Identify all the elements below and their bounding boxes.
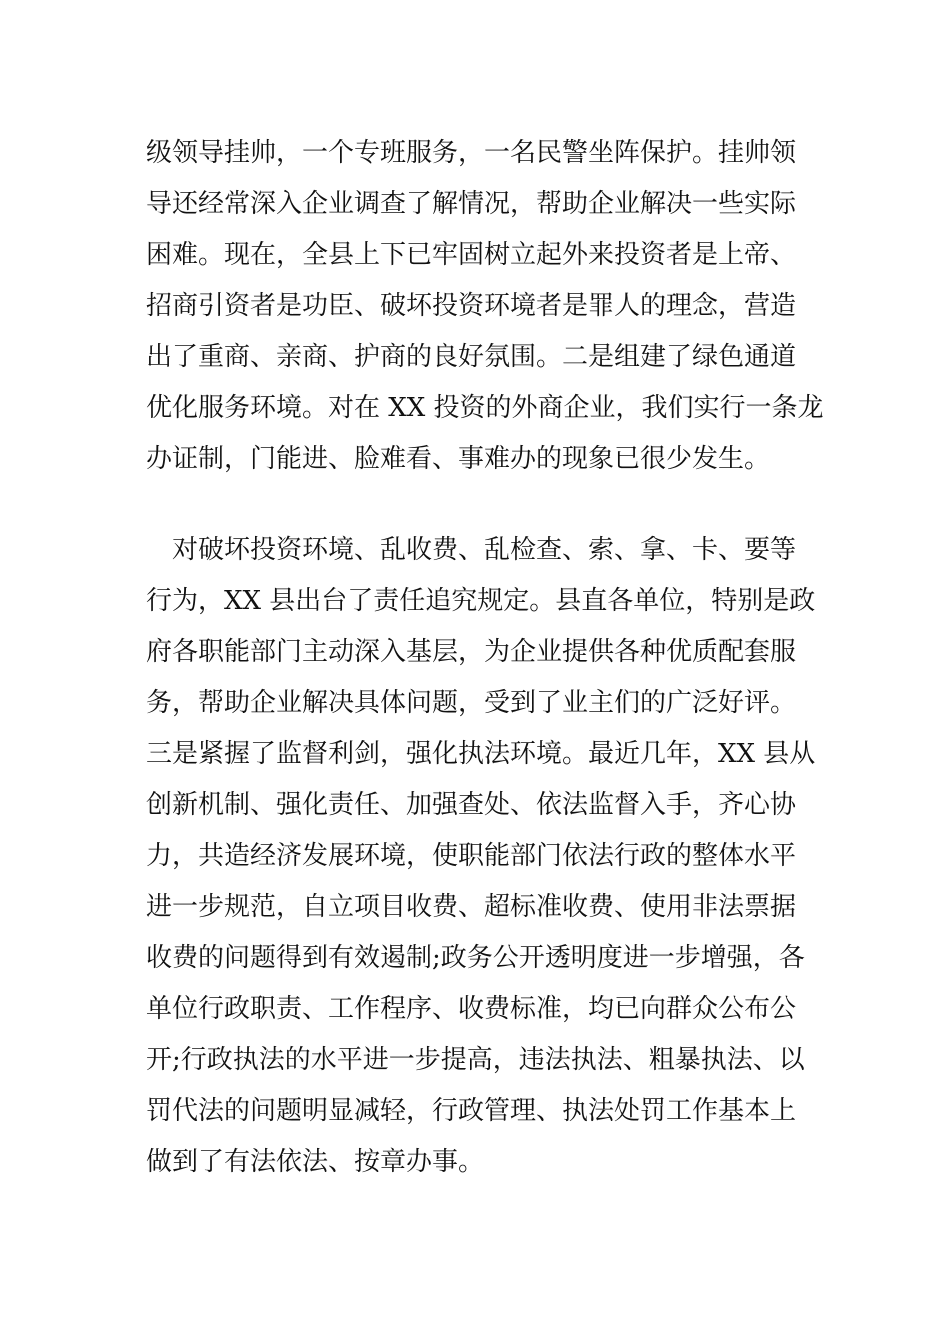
- text-line: 力，共造经济发展环境，使职能部门依法行政的整体水平: [146, 841, 797, 871]
- text-line: 罚代法的问题明显减轻，行政管理、执法处罚工作基本上: [146, 1096, 797, 1126]
- text-line: 做到了有法依法、按章办事。: [146, 1147, 485, 1177]
- text-line: 导还经常深入企业调查了解情况，帮助企业解决一些实际: [146, 189, 797, 219]
- text-line: 行为，XX 县出台了责任追究规定。县直各单位，特别是政: [146, 586, 816, 616]
- text-line: 收费的问题得到有效遏制;政务公开透明度进一步增强，各: [146, 943, 805, 973]
- text-line: 出了重商、亲商、护商的良好氛围。二是组建了绿色通道: [146, 342, 797, 372]
- text-line: 办证制，门能进、脸难看、事难办的现象已很少发生。: [146, 444, 771, 474]
- text-line: 招商引资者是功臣、破坏投资环境者是罪人的理念，营造: [146, 291, 797, 321]
- text-line: 困难。现在，全县上下已牢固树立起外来投资者是上帝、: [146, 240, 797, 270]
- text-line: 优化服务环境。对在 XX 投资的外商企业，我们实行一条龙: [146, 393, 824, 423]
- text-line: 对破坏投资环境、乱收费、乱检查、索、拿、卡、要等: [146, 535, 797, 565]
- text-line: 创新机制、强化责任、加强查处、依法监督入手，齐心协: [146, 790, 797, 820]
- text-line: 务，帮助企业解决具体问题，受到了业主们的广泛好评。: [146, 688, 797, 718]
- text-line: 进一步规范，自立项目收费、超标准收费、使用非法票据: [146, 892, 797, 922]
- text-line: 府各职能部门主动深入基层，为企业提供各种优质配套服: [146, 637, 797, 667]
- text-line: 单位行政职责、工作程序、收费标准，均已向群众公布公: [146, 994, 797, 1024]
- text-line: 级领导挂帅，一个专班服务，一名民警坐阵保护。挂帅领: [146, 138, 797, 168]
- paragraph-2: [146, 525, 816, 1188]
- text-line: 三是紧握了监督利剑，强化执法环境。最近几年，XX 县从: [146, 739, 816, 769]
- paragraph-1: [146, 128, 824, 485]
- text-line: 开;行政执法的水平进一步提高，违法执法、粗暴执法、以: [146, 1045, 805, 1075]
